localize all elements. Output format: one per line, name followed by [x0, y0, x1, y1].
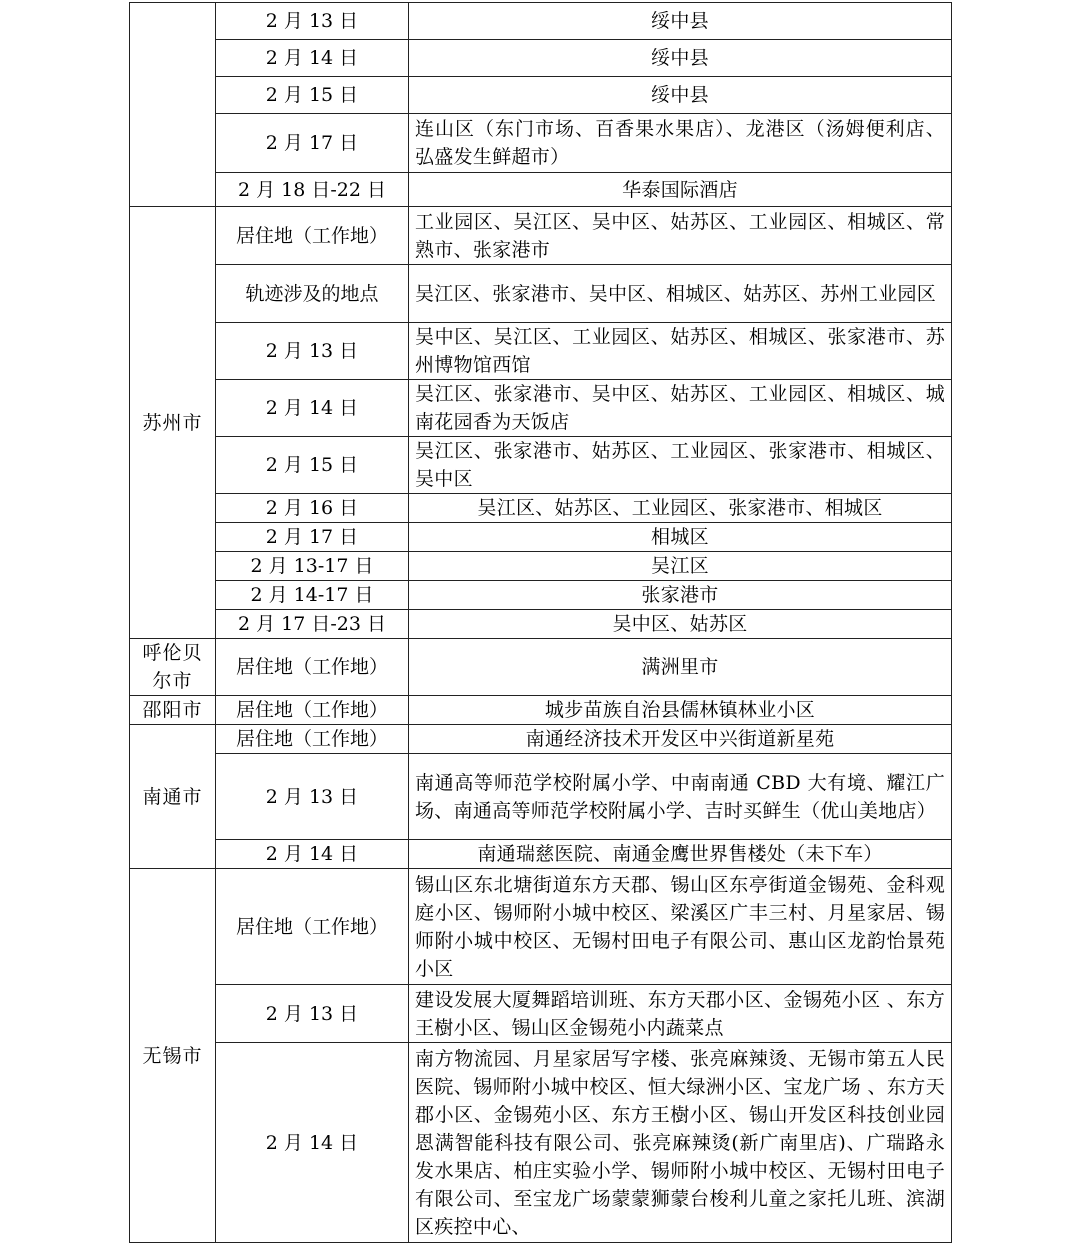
- category-cell: 居住地（工作地）: [216, 207, 409, 265]
- date-cell: 2 月 14 日: [216, 40, 409, 77]
- date-cell: 2 月 15 日: [216, 437, 409, 494]
- table-row: [130, 1043, 952, 1243]
- date-cell: 2 月 13 日: [216, 323, 409, 380]
- places-cell: 绥中县: [409, 3, 952, 40]
- city-cell: 南通市: [130, 725, 216, 869]
- places-cell: 锡山区东北塘街道东方天郡、锡山区东亭街道金锡苑、金科观庭小区、锡师附小城中校区、梁溪区广丰三村、月星家居、锡师附小城中校区、无锡村田电子有限公司、惠山区龙韵怡景苑小区: [409, 869, 952, 985]
- locations-table: [129, 2, 952, 1243]
- city-cell: 邵阳市: [130, 696, 216, 725]
- places-cell: 南通经济技术开发区中兴街道新星苑: [409, 725, 952, 754]
- table-row: [130, 552, 952, 581]
- category-cell: 居住地（工作地）: [216, 696, 409, 725]
- date-cell: 2 月 14 日: [216, 380, 409, 437]
- category-cell: 轨迹涉及的地点: [216, 265, 409, 323]
- date-cell: 2 月 13-17 日: [216, 552, 409, 581]
- table-row: [130, 985, 952, 1043]
- date-cell: 2 月 14-17 日: [216, 581, 409, 610]
- category-cell: 居住地（工作地）: [216, 725, 409, 754]
- city-cell: 无锡市: [130, 869, 216, 1243]
- city-cell: 苏州市: [130, 207, 216, 639]
- date-cell: 2 月 13 日: [216, 754, 409, 840]
- table-row: [130, 3, 952, 40]
- places-cell: 吴江区、张家港市、姑苏区、工业园区、张家港市、相城区、吴中区: [409, 437, 952, 494]
- table-row: [130, 437, 952, 494]
- places-cell: 城步苗族自治县儒林镇林业小区: [409, 696, 952, 725]
- date-cell: 2 月 13 日: [216, 985, 409, 1043]
- places-cell: 南通高等师范学校附属小学、中南南通 CBD 大有境、耀江广场、南通高等师范学校附属小学、吉时买鲜生（优山美地店）: [409, 754, 952, 840]
- places-cell: 吴中区、吴江区、工业园区、姑苏区、相城区、张家港市、苏州博物馆西馆: [409, 323, 952, 380]
- table-row: [130, 40, 952, 77]
- category-cell: 居住地（工作地）: [216, 869, 409, 985]
- table-row: [130, 523, 952, 552]
- places-cell: 建设发展大厦舞蹈培训班、东方天郡小区、金锡苑小区 、东方王樹小区、锡山区金锡苑小内蔬菜点: [409, 985, 952, 1043]
- city-cell: [130, 3, 216, 207]
- date-cell: 2 月 14 日: [216, 840, 409, 869]
- date-cell: 2 月 18 日-22 日: [216, 173, 409, 207]
- table-row: [130, 581, 952, 610]
- places-cell: 绥中县: [409, 40, 952, 77]
- date-cell: 2 月 13 日: [216, 3, 409, 40]
- places-cell: 满洲里市: [409, 639, 952, 696]
- table-row: [130, 840, 952, 869]
- table-row: [130, 323, 952, 380]
- table-row: [130, 725, 952, 754]
- places-cell: 吴江区、姑苏区、工业园区、张家港市、相城区: [409, 494, 952, 523]
- table-row: [130, 696, 952, 725]
- table-row: [130, 610, 952, 639]
- date-cell: 2 月 17 日: [216, 114, 409, 173]
- city-cell: 呼伦贝尔市: [130, 639, 216, 696]
- table-row: [130, 639, 952, 696]
- places-cell: 吴江区、张家港市、吴中区、相城区、姑苏区、苏州工业园区: [409, 265, 952, 323]
- places-cell: 张家港市: [409, 581, 952, 610]
- table-row: [130, 207, 952, 265]
- table-row: [130, 77, 952, 114]
- places-cell: 华泰国际酒店: [409, 173, 952, 207]
- places-cell: 南通瑞慈医院、南通金鹰世界售楼处（未下车）: [409, 840, 952, 869]
- places-cell: 吴江区: [409, 552, 952, 581]
- places-cell: 南方物流园、月星家居写字楼、张亮麻辣烫、无锡市第五人民医院、锡师附小城中校区、恒大绿洲小区、宝龙广场 、东方天郡小区、金锡苑小区、东方王樹小区、锡山开发区科技创业园恩满智能科技有限公司、张亮麻辣烫(新广南里店)、广瑞路永发水果店、柏庄实验小学、锡师附小城中校区、无锡村田电子有限公司、至宝龙广场蒙蒙狮蒙台梭利儿童之家托儿班、滨湖区疾控中心、: [409, 1043, 952, 1243]
- table-row: [130, 754, 952, 840]
- places-cell: 相城区: [409, 523, 952, 552]
- date-cell: 2 月 17 日: [216, 523, 409, 552]
- date-cell: 2 月 16 日: [216, 494, 409, 523]
- places-cell: 工业园区、吴江区、吴中区、姑苏区、工业园区、相城区、常熟市、张家港市: [409, 207, 952, 265]
- table-row: [130, 265, 952, 323]
- category-cell: 居住地（工作地）: [216, 639, 409, 696]
- places-cell: 吴中区、姑苏区: [409, 610, 952, 639]
- table-row: [130, 173, 952, 207]
- table-row: [130, 380, 952, 437]
- places-cell: 连山区（东门市场、百香果水果店）、龙港区（汤姆便利店、弘盛发生鲜超市）: [409, 114, 952, 173]
- date-cell: 2 月 14 日: [216, 1043, 409, 1243]
- date-cell: 2 月 17 日-23 日: [216, 610, 409, 639]
- table-row: [130, 494, 952, 523]
- places-cell: 吴江区、张家港市、吴中区、姑苏区、工业园区、相城区、城南花园香为天饭店: [409, 380, 952, 437]
- date-cell: 2 月 15 日: [216, 77, 409, 114]
- table-row: [130, 869, 952, 985]
- places-cell: 绥中县: [409, 77, 952, 114]
- table-row: [130, 114, 952, 173]
